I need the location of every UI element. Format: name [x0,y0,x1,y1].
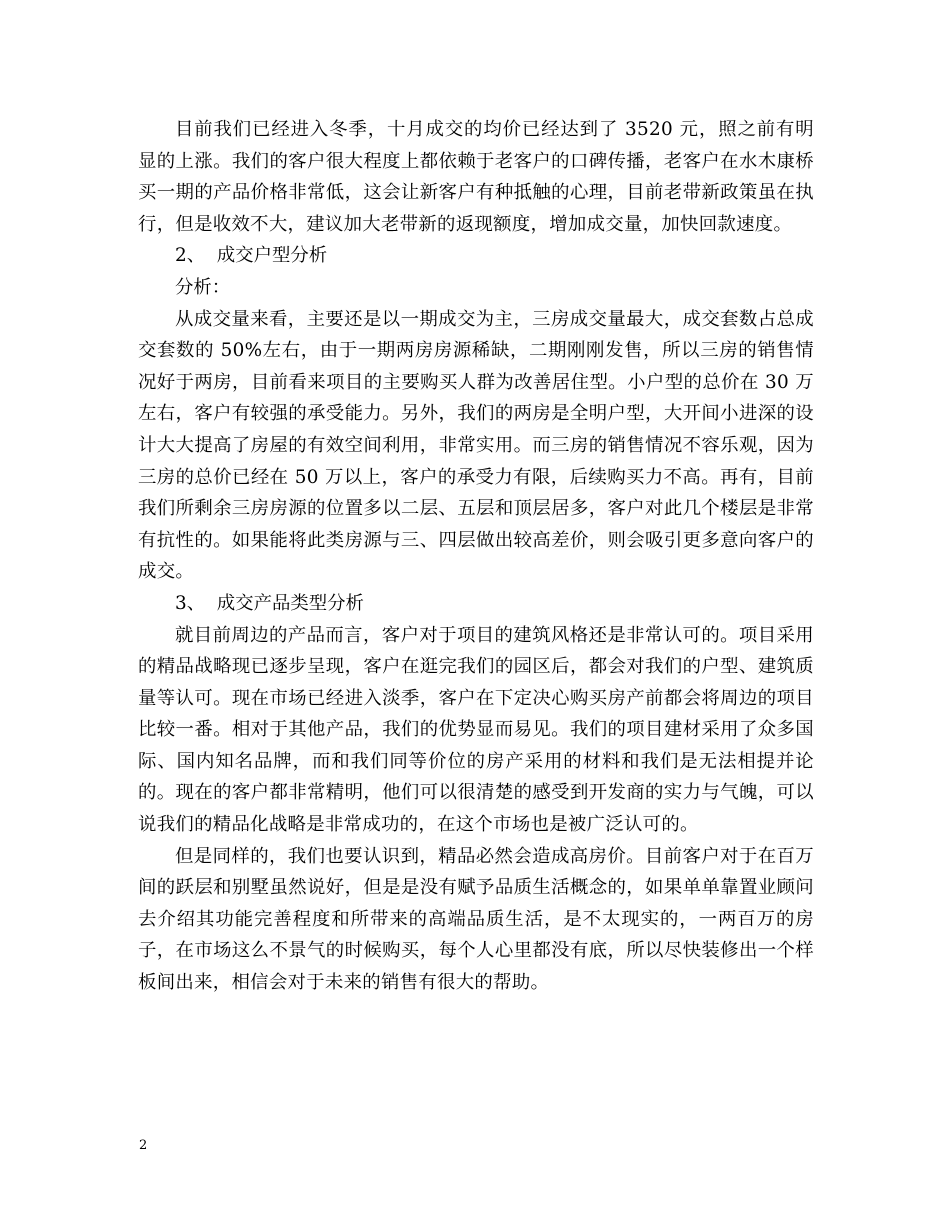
section-heading-product-type: 3、 成交产品类型分析 [175,592,364,614]
document-body [138,114,814,999]
paragraph-high-price-concern: 但是同样的，我们也要认识到，精品必然会造成高房价。目前客户对于在百万间的跃层和别墅虽然说好，但是是没有赋予品质生活概念的，如果单单靠置业顾问去介绍其功能完善程度和所带来的高端品质生活，是不太现实的，一两百万的房子，在市场这么不景气的时候购买，每个人心里都没有底，所以尽快装修出一个样板间出来，相信会对于未来的销售有很大的帮助。 [138,845,814,994]
analysis-label: 分析： [175,276,231,298]
paragraph-price-trend: 目前我们已经进入冬季，十月成交的均价已经达到了 3520 元，照之前有明显的上涨。我们的客户很大程度上都依赖于老客户的口碑传播，老客户在水木康桥买一期的产品价格非常低，这会让新客户有种抵触的心理，目前老带新政策虽在执行，但是收效不大，建议加大老带新的返现额度，增加成交量，加快回款速度。 [138,119,814,235]
paragraph-product-strategy: 就目前周边的产品而言，客户对于项目的建筑风格还是非常认可的。项目采用的精品战略现已逐步呈现，客户在逛完我们的园区后，都会对我们的户型、建筑质量等认可。现在市场已经进入淡季，客户在下定决心购买房产前都会将周边的项目比较一番。相对于其他产品，我们的优势显而易见。我们的项目建材采用了众多国际、国内知名品牌，而和我们同等价位的房产采用的材料和我们是无法相提并论的。现在的客户都非常精明，他们可以很清楚的感受到开发商的实力与气魄，可以说我们的精品化战略是非常成功的，在这个市场也是被广泛认可的。 [138,624,814,836]
section-heading-unit-type: 2、 成交户型分析 [175,245,328,267]
paragraph-unit-type-analysis: 从成交量来看，主要还是以一期成交为主，三房成交量最大，成交套数占总成交套数的 50%左右，由于一期两房房源稀缺，二期刚刚发售，所以三房的销售情况好于两房，目前看来项目的主要购买人群为改善居住型。小户型的总价在 30 万左右，客户有较强的承受能力。另外，我们的两房是全明户型，大开间小进深的设计大大提高了房屋的有效空间利用，非常实用。而三房的销售情况不容乐观，因为三房的总价已经在 50 万以上，客户的承受力有限，后续购买力不高。再有，目前我们所剩余三房房源的位置多以二层、五层和顶层居多，客户对此几个楼层是非常有抗性的。如果能将此类房源与三、四层做出较高差价，则会吸引更多意向客户的成交。 [138,308,814,583]
page-number: 2 [139,1138,148,1153]
